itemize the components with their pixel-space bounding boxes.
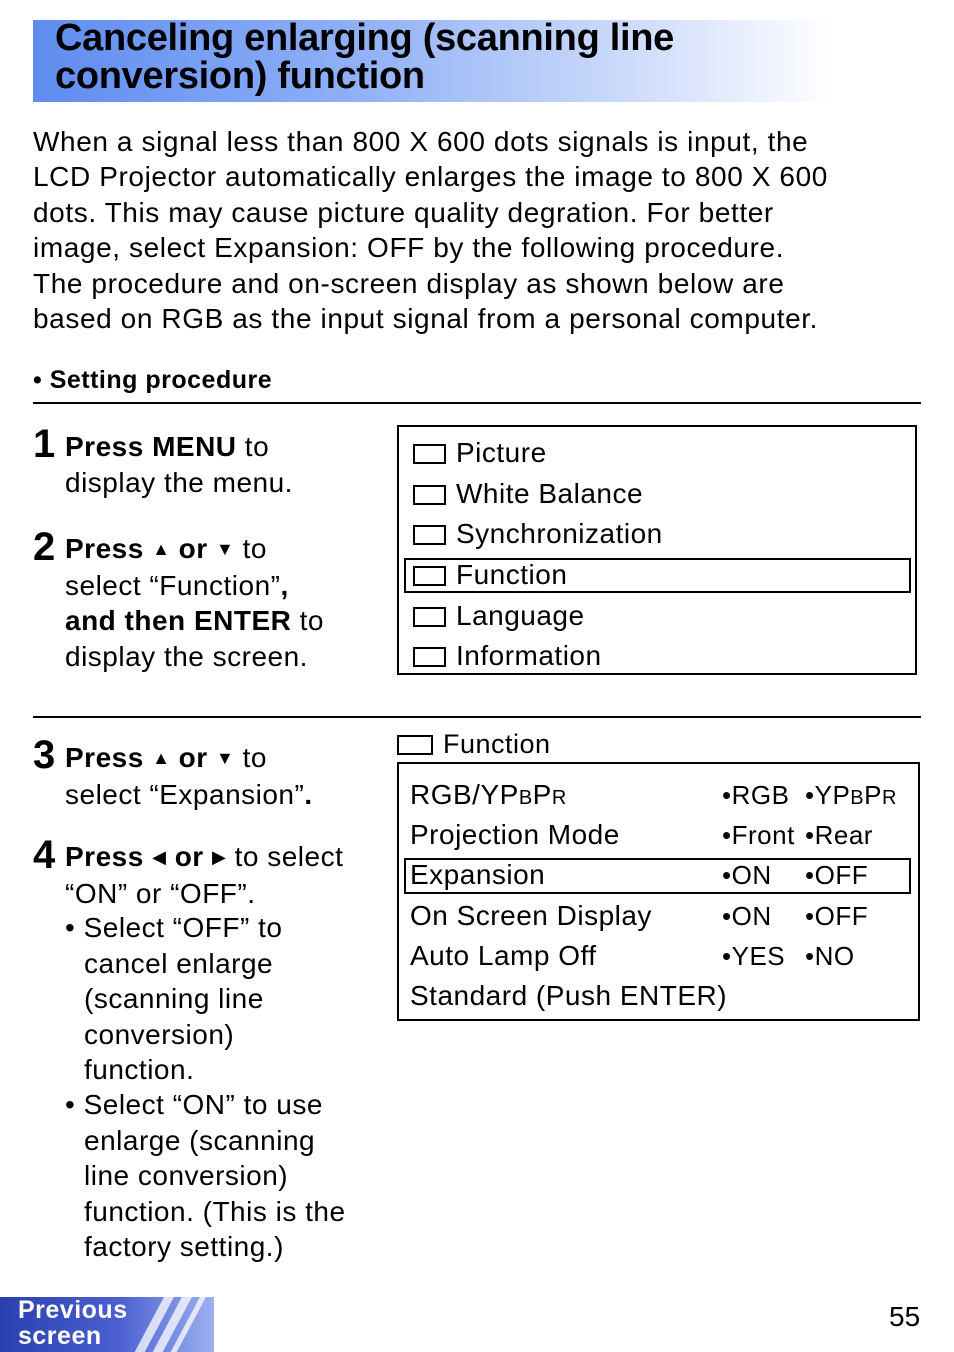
up-arrow-icon: ▲ (152, 748, 171, 768)
step-number-2: 2 (33, 525, 56, 569)
menu-square-icon (413, 647, 446, 667)
function-row-projection-mode[interactable]: Projection Mode •Front •Rear (410, 819, 873, 850)
up-arrow-icon: ▲ (152, 539, 171, 559)
page-title: Canceling enlarging (scanning line conversion) function (55, 17, 675, 97)
menu-square-icon (413, 485, 446, 505)
function-row-auto-lamp-off[interactable]: Auto Lamp Off •YES •NO (410, 940, 855, 971)
menu-square-icon (413, 566, 446, 586)
step-number-3: 3 (33, 733, 56, 777)
previous-screen-button[interactable]: Previous screen (0, 1297, 214, 1352)
step-4-text: Press ◀ or ▶ to select “ON” or “OFF”. (65, 841, 344, 909)
section-heading: • Setting procedure (33, 366, 273, 394)
menu-item-synchronization[interactable]: Synchronization (413, 517, 663, 551)
function-row-on-screen-display[interactable]: On Screen Display •ON •OFF (410, 900, 869, 931)
menu-square-icon (413, 607, 446, 627)
divider-middle (33, 716, 921, 718)
step-number-4: 4 (33, 833, 56, 877)
intro-paragraph: When a signal less than 800 X 600 dots signals is input, the LCD Projector automatically enlarges the image to 800 X 600 dots. This may cause picture quality degration. For better image, select Expansion: OFF by the following procedure. The procedure and on-screen display as shown below are based on RGB as the input signal from a personal computer. (33, 126, 828, 335)
main-menu-panel (397, 425, 917, 675)
divider-top (33, 402, 921, 404)
page-number: 55 (889, 1301, 921, 1332)
menu-square-icon (413, 525, 446, 545)
step-2-text: Press ▲ or ▼ to select “Function”, and then ENTER to display the screen. (65, 533, 324, 672)
menu-item-language[interactable]: Language (413, 599, 585, 633)
step-number-1: 1 (33, 422, 56, 466)
menu-square-icon (413, 444, 446, 464)
down-arrow-icon: ▼ (215, 539, 235, 559)
function-row-expansion[interactable]: Expansion •ON •OFF (410, 859, 869, 890)
down-arrow-icon: ▼ (215, 748, 235, 768)
menu-item-information[interactable]: Information (413, 639, 602, 673)
menu-item-white-balance[interactable]: White Balance (413, 477, 643, 511)
function-panel-label: Function (397, 729, 551, 759)
function-panel (397, 762, 920, 1021)
step-4-bullet-off: • Select “OFF” to cancel enlarge (scanning line conversion) function. (65, 912, 283, 1085)
function-row-input[interactable]: RGB/YPBPR •RGB •YPBPR (410, 779, 897, 810)
right-arrow-icon: ▶ (211, 847, 227, 867)
left-arrow-icon: ◀ (152, 847, 167, 867)
menu-square-icon (397, 735, 433, 755)
menu-item-picture[interactable]: Picture (413, 436, 547, 470)
step-4-bullet-on: • Select “ON” to use enlarge (scanning line conversion) function. (This is the factory setting.) (65, 1089, 346, 1262)
menu-item-function[interactable]: Function (413, 558, 567, 592)
step-1-text: Press MENU to display the menu. (65, 431, 293, 498)
function-row-standard[interactable]: Standard (Push ENTER) (410, 980, 728, 1011)
step-3-text: Press ▲ or ▼ to select “Expansion”. (65, 742, 313, 810)
